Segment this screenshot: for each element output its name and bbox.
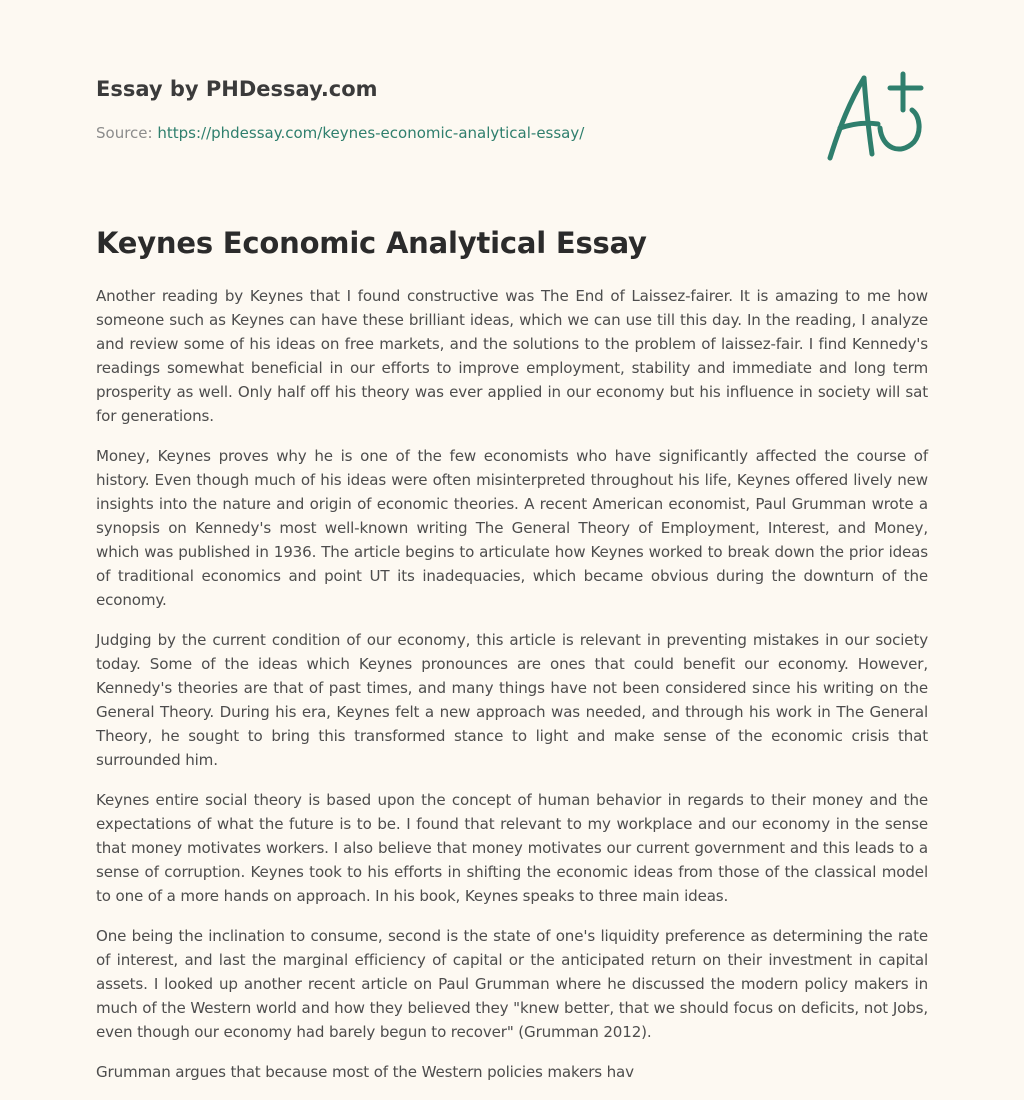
essay-paragraph: Another reading by Keynes that I found constructive was The End of Laissez-fairer. It is amazing to me how someone such as Keynes can have these brilliant ideas, which we can use till this day. In the reading, I analyze and review some of his ideas on free markets, and the solutions to the problem of laissez-fair. I find Kennedy's readings somewhat beneficial in our efforts to improve employment, stability and immediate and long term prosperity as well. Only half off his theory was ever applied in our economy but his influence in society will sat for generations. [96,287,928,425]
essay-title: Keynes Economic Analytical Essay [96,226,647,260]
site-brand: Essay by PHDessay.com [96,77,378,101]
essay-body [96,284,928,1100]
essay-paragraph: Keynes entire social theory is based upon the concept of human behavior in regards to their money and the expectations of what the future is to be. I found that relevant to my workplace and our economy in the sense that money motivates workers. I also believe that money motivates our current government and this leads to a sense of corruption. Keynes took to his efforts in shifting the economic ideas from those of the classical model to one of a more hands on approach. In his book, Keynes speaks to three main ideas. [96,791,928,905]
essay-paragraph: Judging by the current condition of our economy, this article is relevant in preventing mistakes in our society today. Some of the ideas which Keynes pronounces are ones that could benefit our economy. However, Kennedy's theories are that of past times, and many things have not been considered since his writing on the General Theory. During his era, Keynes felt a new approach was needed, and through his work in The General Theory, he sought to bring this transformed stance to light and make sense of the economic crisis that surrounded him. [96,631,928,769]
essay-paragraph: Grumman argues that because most of the Western policies makers hav [96,1063,634,1081]
essay-paragraph: Money, Keynes proves why he is one of the few economists who have significantly affected the course of history. Even though much of his ideas were often misinterpreted throughout his life, Keynes offered lively new insights into the nature and origin of economic theories. A recent American economist, Paul Grumman wrote a synopsis on Kennedy's most well-known writing The General Theory of Employment, Interest, and Money, which was published in 1936. The article begins to articulate how Keynes worked to break down the prior ideas of traditional economics and point UT its inadequacies, which became obvious during the downturn of the economy. [96,447,928,609]
essay-paragraph: One being the inclination to consume, second is the state of one's liquidity preference as determining the rate of interest, and last the marginal efficiency of capital or the anticipated return on their investment in capital assets. I looked up another recent article on Paul Grumman where he discussed the modern policy makers in much of the Western world and how they believed they "knew better, that we should focus on deficits, not Jobs, even though our economy had barely begun to recover" (Grumman 2012). [96,927,928,1041]
source-label: Source: [96,124,153,142]
source-line [96,124,584,142]
source-link[interactable]: https://phdessay.com/keynes-economic-analytical-essay/ [157,124,585,142]
a-plus-logo-icon [820,66,930,166]
